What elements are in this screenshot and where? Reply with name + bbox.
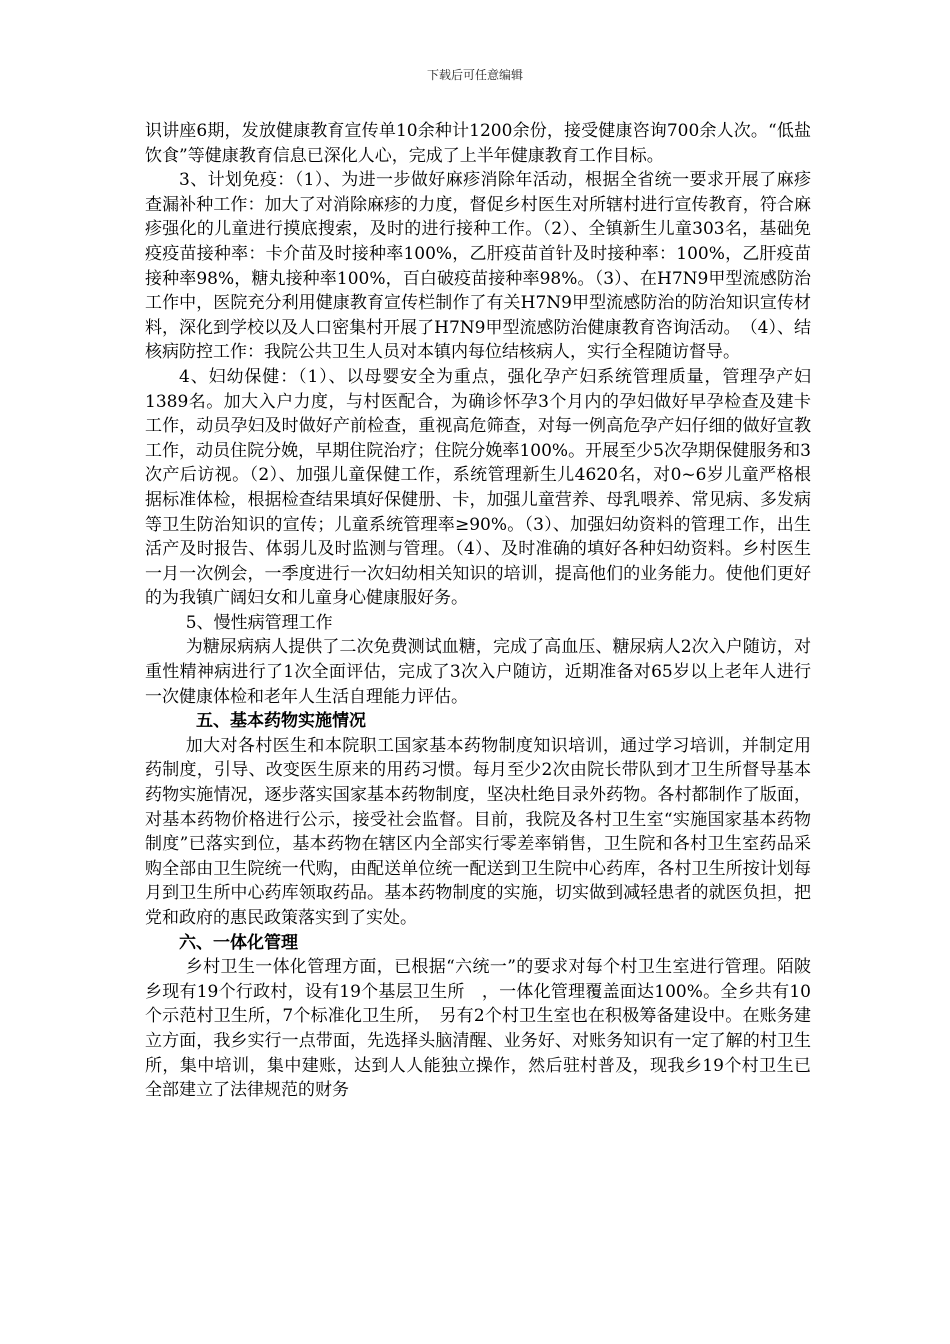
paragraph-chronic-disease: 为糖尿病病人提供了二次免费测试血糖，完成了高血压、糖尿病人2次入户随访，对重性精神病进行了1次全面评估，完成了3次入户随访，近期准备对65岁以上老年人进行一次健康体检和老年人生活自理能力评估。 <box>145 637 811 707</box>
page-header: 下载后可任意编辑 <box>426 68 523 82</box>
document-body <box>145 119 811 1103</box>
paragraph-chronic-disease-title: 5、慢性病管理工作 <box>185 612 333 633</box>
paragraph-essential-drugs: 加大对各村医生和本院职工国家基本药物制度知识培训，通过学习培训，并制定用药制度，引导、改变医生原来的用药习惯。每月至少2次由院长带队到才卫生所督导基本药物实施情况，逐步落实国家基本药物制度，坚决杜绝目录外药物。各村都制作了版面，对基本药物价格进行公示，接受社会监督。目前，我院及各村卫生室“实施国家基本药物制度”已落实到位，基本药物在辖区内全部实行零差率销售，卫生院和各村卫生室药品采购全部由卫生院统一代购，由配送单位统一配送到卫生院中心药库，各村卫生所按计划每月到卫生所中心药库领取药品。基本药物制度的实施，切实做到减轻患者的就医负担，把党和政府的惠民政策落实到了实处。 <box>145 735 811 928</box>
paragraph-integrated-management: 乡村卫生一体化管理方面，已根据“六统一”的要求对每个村卫生室进行管理。陌陂乡现有19个行政村，设有19个基层卫生所 ，一体化管理覆盖面达100%。全乡共有10个示范村卫生所，7个标准化卫生所， 另有2个村卫生室也在积极筹备建设中。在账务建立方面，我乡实行一点带面，先选择头脑清醒、业务好、对账务知识有一定了解的村卫生所，集中培训，集中建账，达到人人能独立操作，然后驻村普及，现我乡19个村卫生已全部建立了法律规范的财务 <box>145 957 811 1101</box>
section-heading-essential-drugs: 五、基本药物实施情况 <box>196 711 366 732</box>
paragraph-maternal-child-health: 4、妇幼保健：（1）、以母婴安全为重点，强化孕产妇系统管理质量，管理孕产妇1389名。加大入户力度，与村医配合，为确诊怀孕3个月内的孕妇做好早孕检查及建卡工作，动员孕妇及时做好产前检查，重视高危筛查，对每一例高危孕产妇仔细的做好宣教工作，动员住院分娩，早期住院治疗；住院分娩率100%。开展至少5次孕期保健服务和3次产后访视。（2）、加强儿童保健工作，系统管理新生儿4620名，对0~6岁儿童严格根据标准体检，根据检查结果填好保健册、卡，加强儿童营养、母乳喂养、常见病、多发病等卫生防治知识的宣传；儿童系统管理率≥90%。（3）、加强妇幼资料的管理工作，出生活产及时报告、体弱儿及时监测与管理。（4）、及时准确的填好各种妇幼资料。乡村医生一月一次例会，一季度进行一次妇幼相关知识的培训，提高他们的业务能力。使他们更好的为我镇广阔妇女和儿童身心健康服好务。 <box>145 366 811 609</box>
section-heading-integrated-management: 六、一体化管理 <box>179 932 298 953</box>
paragraph-immunization: 3、计划免疫：（1）、为进一步做好麻疹消除年活动，根据全省统一要求开展了麻疹查漏补种工作：加大了对消除麻疹的力度，督促乡村医生对所辖村进行宣传教育，符合麻疹强化的儿童进行摸底搜索，及时的进行接种工作。（2）、全镇新生儿童303名，基础免疫疫苗接种率：卡介苗及时接种率100%，乙肝疫苗首针及时接种率：100%，乙肝疫苗接种率98%，糖丸接种率100%，百白破疫苗接种率98%。（3）、在H7N9甲型流感防治工作中，医院充分利用健康教育宣传栏制作了有关H7N9甲型流感防治的防治知识宣传材料，深化到学校以及人口密集村开展了H7N9甲型流感防治健康教育咨询活动。 （4）、结核病防控工作：我院公共卫生人员对本镇内每位结核病人，实行全程随访督导。 <box>145 170 811 363</box>
paragraph-health-education: 识讲座6期，发放健康教育宣传单10余种计1200余份，接受健康咨询700余人次。“低盐饮食”等健康教育信息已深化人心，完成了上半年健康教育工作目标。 <box>145 121 811 166</box>
